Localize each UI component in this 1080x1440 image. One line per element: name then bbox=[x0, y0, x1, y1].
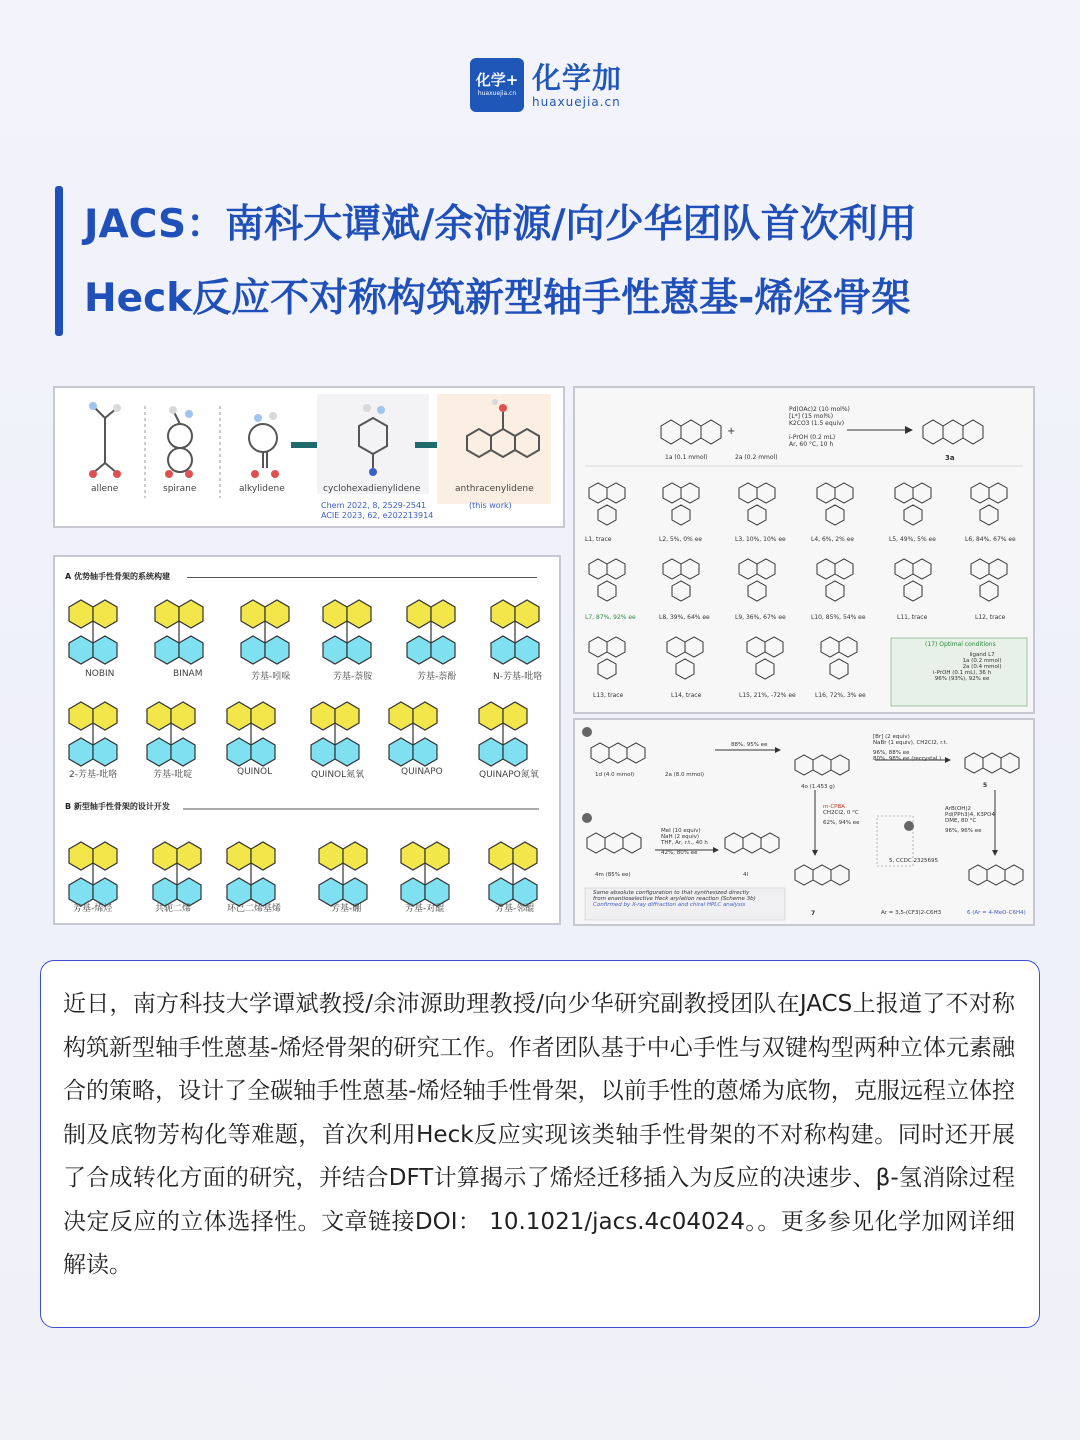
bromination-line: 80%, 98% ee (recrystal.) bbox=[873, 756, 942, 762]
scaffold-label: 芳基-吲哚 bbox=[251, 672, 291, 682]
ligand-result: L3, 10%, 10% ee bbox=[735, 536, 786, 543]
ligand-result: L12, trace bbox=[975, 614, 1006, 621]
scaffold-label: 共轭二烯 bbox=[155, 904, 192, 914]
ligand-result: L8, 39%, 64% ee bbox=[659, 614, 710, 621]
ligand-result: L9, 36%, 67% ee bbox=[735, 614, 786, 621]
logo-box-subtext: huaxuejia.cn bbox=[477, 90, 517, 97]
logo-domain: huaxuejia.cn bbox=[532, 95, 621, 109]
methylation-line: NaH (2 equiv) bbox=[661, 834, 700, 840]
logo-name: 化学加 bbox=[532, 61, 623, 95]
label-spirane: spirane bbox=[163, 484, 197, 494]
suzuki-line: 96%, 96% ee bbox=[945, 828, 982, 834]
ligand-result: L16, 72%, 3% ee bbox=[815, 692, 866, 699]
scaffold-label: 芳基-萘酚 bbox=[417, 672, 457, 682]
figure-panel-transformations bbox=[573, 718, 1035, 926]
ligand-result: L6, 84%, 67% ee bbox=[965, 536, 1016, 543]
scaffold-label: BINAM bbox=[173, 669, 203, 679]
logo-box-text: 化学+ bbox=[475, 71, 519, 89]
ar-note: Ar = 3,5-(CF3)2-C6H3 bbox=[881, 910, 942, 916]
condition-line: Ar, 60 °C, 10 h bbox=[789, 441, 834, 448]
figure-panel-axial-types bbox=[53, 386, 565, 528]
figure-panel-ligand-screening bbox=[573, 386, 1035, 714]
summary-box bbox=[40, 960, 1040, 1328]
condition-line: i-PrOH (0.2 mL) bbox=[789, 434, 836, 441]
suzuki-line: DME, 80 °C bbox=[945, 818, 977, 824]
ligand-result: L2, 5%, 0% ee bbox=[659, 536, 703, 543]
scaffold-label: N-芳基-吡咯 bbox=[493, 672, 543, 682]
epoxidation-line: m-CPBA bbox=[823, 804, 846, 810]
condition-line: Pd(OAc)2 (10 mol%) bbox=[789, 406, 850, 413]
title-accent-bar bbox=[55, 186, 63, 336]
epoxidation-line: CH2Cl2, 0 °C bbox=[823, 810, 859, 816]
scaffold-label: 环己二烯基烯 bbox=[227, 904, 282, 914]
optimal-line: i-PrOH (0.1 mL), 36 h bbox=[933, 670, 992, 676]
ligand-result: L15, 21%, -72% ee bbox=[739, 692, 796, 699]
label-anthracenylidene: anthracenylidene bbox=[455, 484, 534, 494]
suzuki-line: Pd(PPh3)4, K3PO4 bbox=[945, 812, 995, 818]
methylation-line: THF, Ar, r.t., 40 h bbox=[661, 840, 708, 846]
suzuki-line: ArB(OH)2 bbox=[945, 806, 972, 812]
config-note: Same absolute configuration to that synthesized directly bbox=[593, 890, 750, 896]
brand-logo bbox=[470, 58, 622, 112]
scaffold-label: NOBIN bbox=[85, 669, 115, 679]
scaffold-label: QUINAPO bbox=[401, 767, 443, 777]
product-5-label: 5 bbox=[983, 782, 988, 789]
product-6-label: 6 (Ar = 4-MeO-C6H4) bbox=[967, 910, 1026, 916]
scaffold-label: 芳基-萘胺 bbox=[333, 672, 373, 682]
condition-line: K2CO3 (1.5 equiv) bbox=[789, 420, 845, 427]
scaffold-label: QUINOL bbox=[237, 767, 273, 777]
optimal-title: (17) Optimal conditions bbox=[925, 641, 996, 648]
scaffold-label: QUINAPO氮氧 bbox=[479, 770, 539, 780]
scaffold-label: 芳基-硼 bbox=[331, 904, 362, 914]
title-line-2: Heck反应不对称构筑新型轴手性蒽基-烯烃骨架 bbox=[84, 276, 911, 321]
optimal-line: 1a (0.2 mmol) bbox=[962, 658, 1002, 664]
ccdc-label: 5, CCDC 2325695 bbox=[889, 858, 938, 864]
scaffold-label: 芳基-吡啶 bbox=[153, 770, 193, 780]
condition-line: [L*] (15 mol%) bbox=[789, 413, 834, 420]
bromination-line: [Br] (2 equiv) bbox=[873, 734, 910, 740]
scaffold-label: QUINOL氮氧 bbox=[311, 770, 365, 780]
page-title bbox=[84, 188, 1044, 336]
title-line-1: JACS：南科大谭斌/余沛源/向少华团队首次利用 bbox=[84, 202, 917, 247]
reference-chem: Chem 2022, 8, 2529-2541 bbox=[321, 501, 427, 510]
ligand-result: L4, 6%, 2% ee bbox=[811, 536, 855, 543]
sm1-label: 1d (4.0 mmol) bbox=[595, 772, 635, 778]
logo-icon bbox=[470, 58, 524, 112]
figure-panel-scaffolds bbox=[53, 555, 561, 925]
section-b-heading: B 新型轴手性骨架的设计开发 bbox=[65, 802, 170, 811]
optimal-line: 96% (93%), 92% ee bbox=[934, 676, 990, 682]
product-4m-label: 4m (85% ee) bbox=[595, 872, 631, 878]
optimal-line: 2a (0.4 mmol) bbox=[962, 664, 1002, 670]
methylation-line: 42%, 80% ee bbox=[661, 850, 698, 856]
config-note: from enantioselective Heck arylation reaction (Scheme 3b) bbox=[593, 896, 756, 902]
product-7-label: 7 bbox=[811, 910, 816, 917]
scaffold-label: 芳基-邻醌 bbox=[495, 904, 535, 914]
this-work-label: (this work) bbox=[469, 501, 512, 510]
ligand-result: L13, trace bbox=[593, 692, 624, 699]
section-a-heading: A 优势轴手性骨架的系统构建 bbox=[65, 572, 170, 581]
ligand-result: L7, 87%, 92% ee bbox=[585, 614, 636, 621]
epoxidation-line: 62%, 94% ee bbox=[823, 820, 860, 826]
scaffold-label: 2-芳基-吡咯 bbox=[69, 770, 118, 780]
scaffold-label: 芳基-烯烃 bbox=[73, 904, 113, 914]
product-4o-label: 4o (1.453 g) bbox=[801, 784, 835, 790]
sm1-label: 1a (0.1 mmol) bbox=[665, 454, 708, 461]
ligand-result: L1, trace bbox=[585, 536, 612, 543]
svg-text:+: + bbox=[727, 426, 736, 437]
sm2-label: 2a (8.0 mmol) bbox=[665, 772, 705, 778]
alkylidene-structure bbox=[249, 412, 279, 478]
ligand-result: L5, 49%, 5% ee bbox=[889, 536, 936, 543]
config-note: Confirmed by X-ray diffraction and chiral HPLC analysis bbox=[593, 902, 746, 908]
bromination-line: 96%, 88% ee bbox=[873, 750, 910, 756]
ligand-result: L14, trace bbox=[671, 692, 702, 699]
allene-structure bbox=[89, 402, 121, 478]
label-cyclohexadienylidene: cyclohexadienylidene bbox=[323, 484, 421, 494]
bromination-line: NaBr (1 equiv), CH2Cl2, r.t. bbox=[873, 740, 948, 746]
ligand-result: L11, trace bbox=[897, 614, 928, 621]
summary-text: 近日，南方科技大学谭斌教授/余沛源助理教授/向少华研究副教授团队在JACS上报道了不对称构筑新型轴手性蒽基-烯烃骨架的研究工作。作者团队基于中心手性与双键构型两种立体元素融合的策略，设计了全碳轴手性蒽基-烯烃轴手性骨架，以前手性的蒽烯为底物，克服远程立体控制及底物芳构化等难题，首次利用Heck反应实现该类轴手性骨架的不对称构建。同时还开展了合成转化方面的研究，并结合DFT计算揭示了烯烃迁移插入为反应的决速步、β-氢消除过程决定反应的立体选择性。文章链接DOI： 10.1021/jacs.4c04024。。更多参见化学加网详细解读。 bbox=[63, 991, 1015, 1278]
ligand-result: L10, 85%, 54% ee bbox=[811, 614, 866, 621]
scaffold-structures-graphic bbox=[55, 557, 559, 923]
methylation-line: MeI (10 equiv) bbox=[661, 828, 701, 834]
label-alkylidene: alkylidene bbox=[239, 484, 285, 494]
sm2-label: 2a (0.2 mmol) bbox=[735, 454, 778, 461]
label-allene: allene bbox=[91, 484, 119, 494]
product-4l-label: 4l bbox=[743, 872, 749, 878]
step-a-yield: 88%, 95% ee bbox=[731, 742, 768, 748]
optimal-line: ligand L7 bbox=[969, 652, 995, 658]
scaffold-label: 芳基-对醌 bbox=[405, 904, 445, 914]
product-label: 3a bbox=[945, 454, 955, 462]
reference-acie: ACIE 2023, 62, e202213914 bbox=[321, 511, 434, 520]
